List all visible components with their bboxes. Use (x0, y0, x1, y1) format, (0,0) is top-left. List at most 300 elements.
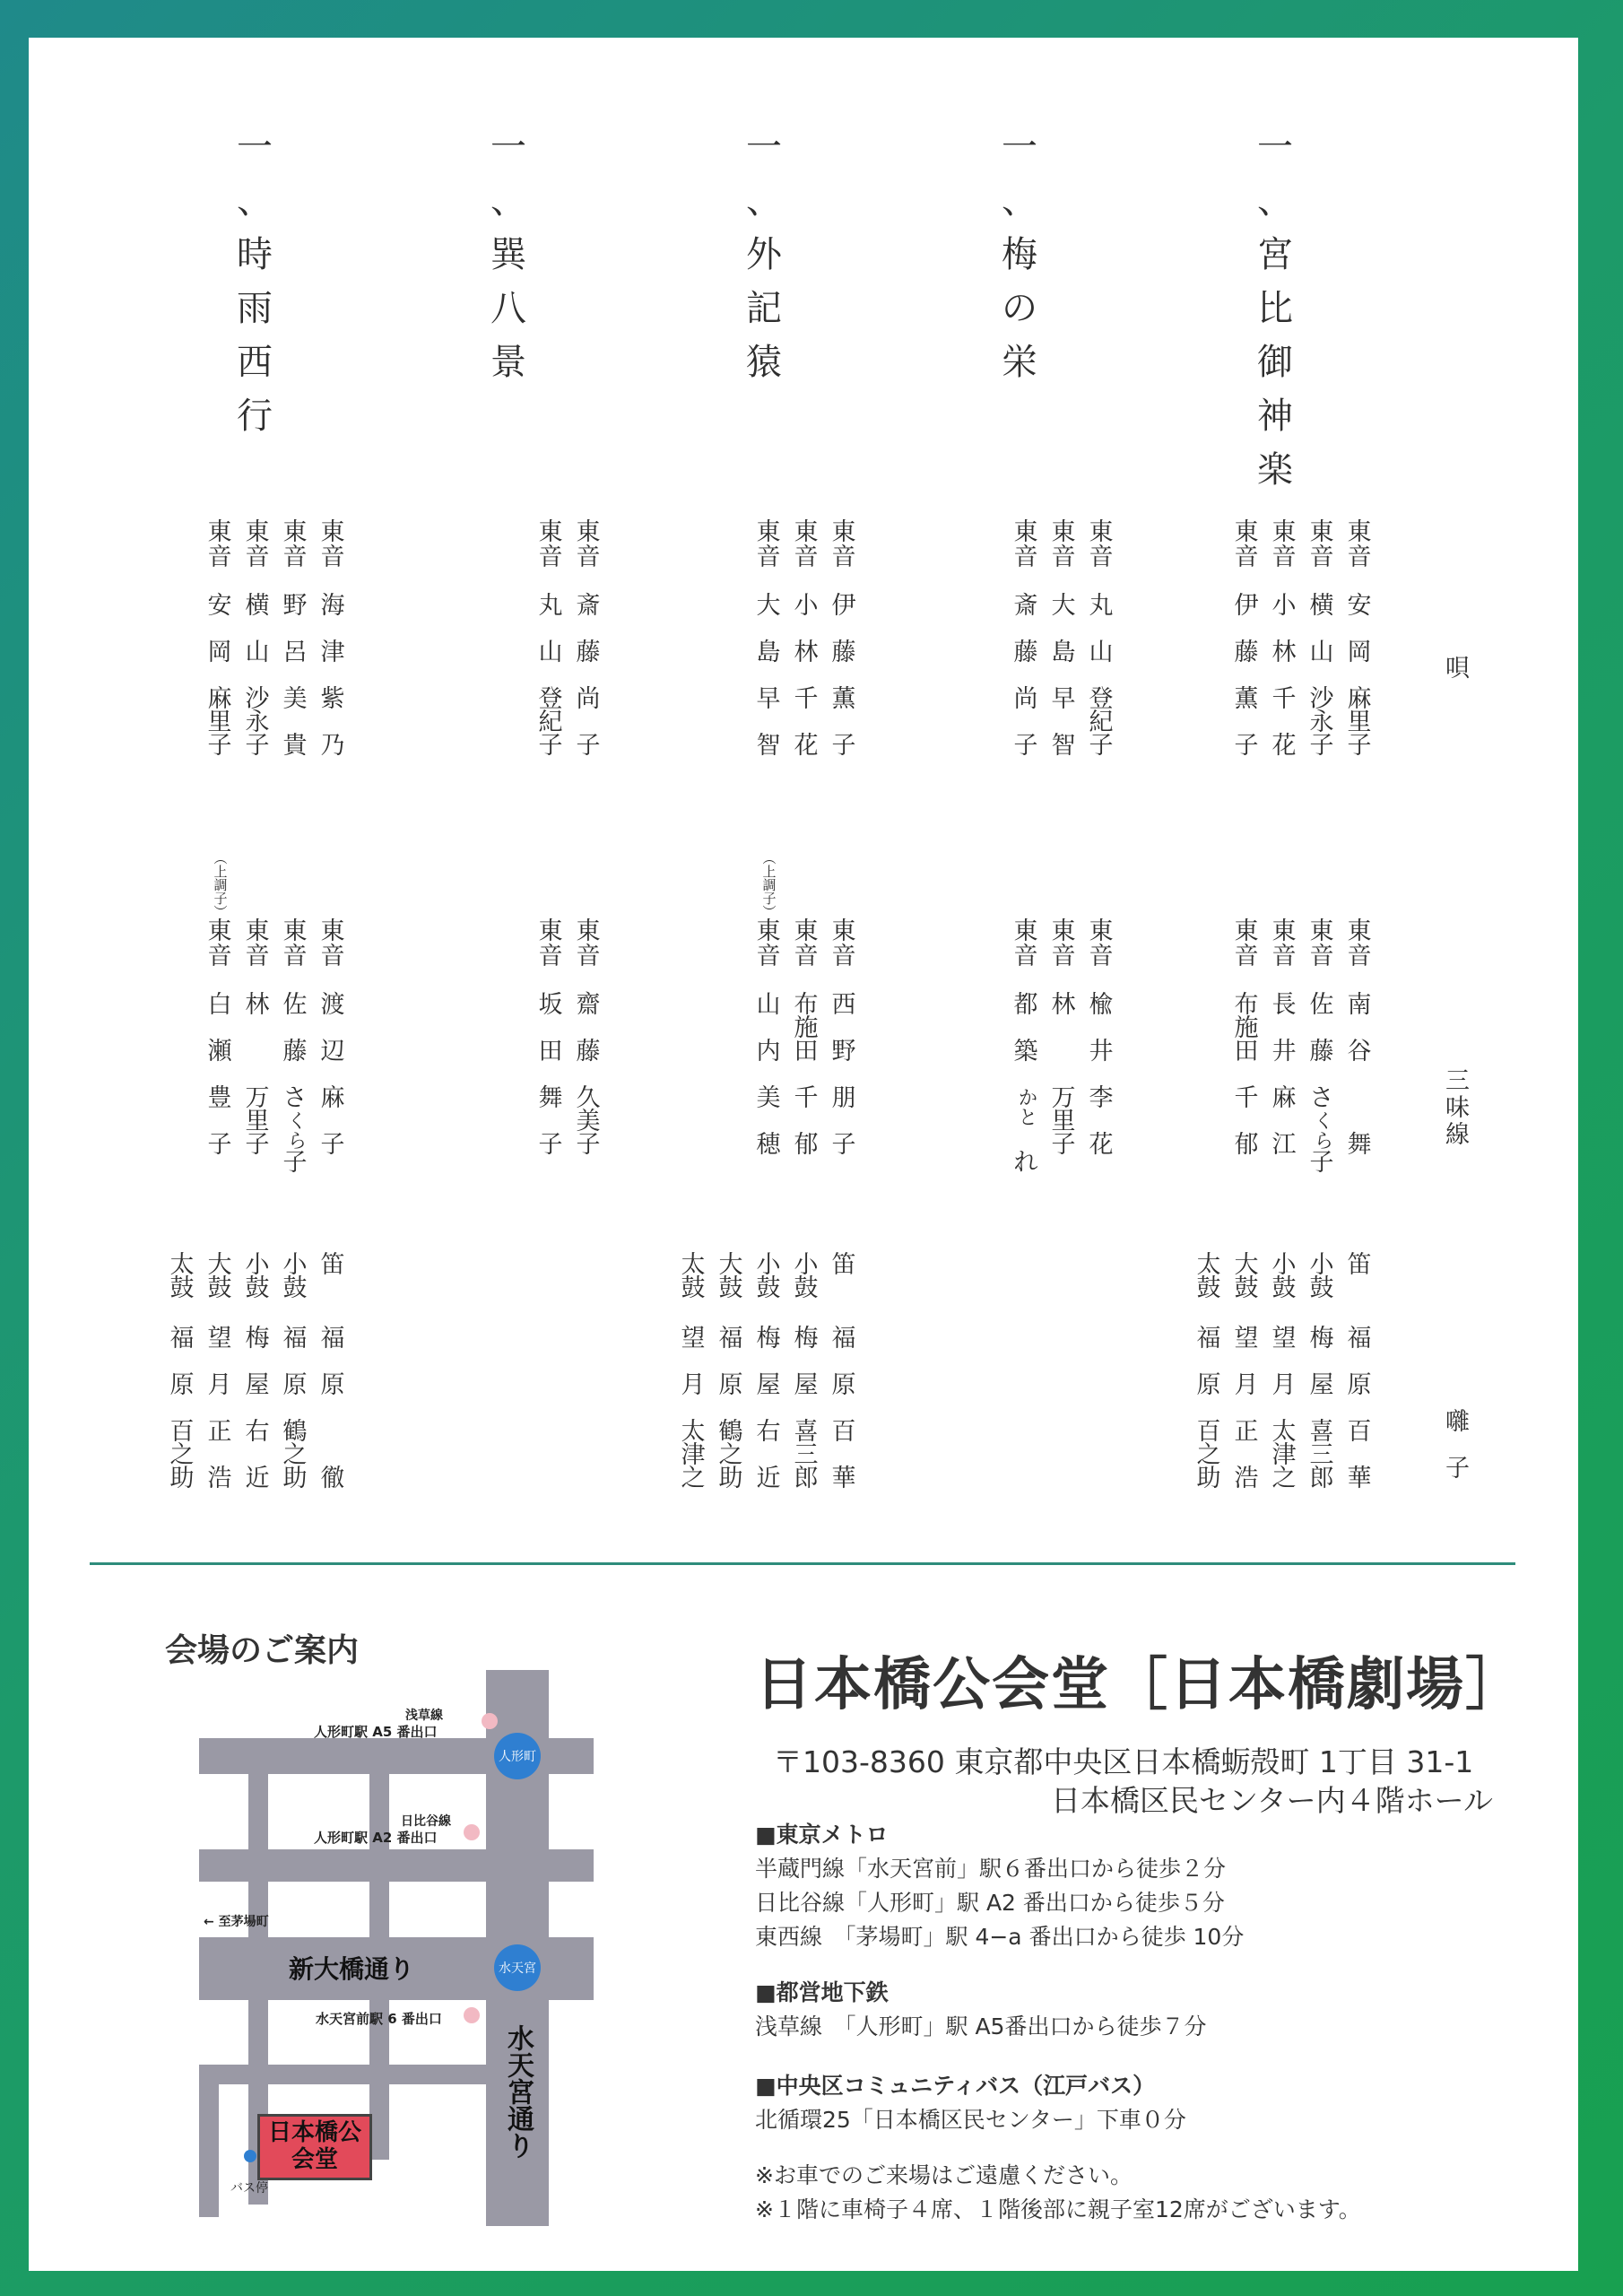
performer (792, 849, 820, 1159)
section-char: 線 (1445, 1121, 1470, 1149)
performer-group (1232, 450, 1374, 760)
role (1310, 1253, 1334, 1303)
access-bus (755, 2069, 1186, 2137)
surname (832, 594, 856, 664)
access-note: ※１階に車椅子４席、１階後部に親子室12席がございます。 (755, 2196, 1361, 2222)
title-char: 比 (1257, 288, 1293, 329)
role-char: 大 (1234, 1251, 1259, 1279)
title-char: 一 (746, 126, 782, 168)
school-char: 音 (1309, 544, 1334, 571)
school-char: 東 (1051, 918, 1076, 945)
hayashi-performer (1194, 1253, 1223, 1490)
given-char: 助 (282, 1465, 308, 1492)
hayashi-performer (1232, 1253, 1261, 1490)
given-char: 万 (245, 1084, 270, 1112)
school-char: 東 (538, 918, 563, 945)
performer (574, 450, 603, 760)
performer (754, 450, 783, 760)
given-name (207, 1084, 232, 1159)
given-char: 乃 (320, 732, 345, 760)
given-char: 麻 (320, 1084, 345, 1112)
given-char: 里 (245, 1108, 270, 1135)
school-char: 音 (245, 544, 270, 571)
surname-char: 津 (320, 639, 345, 666)
role (832, 1253, 856, 1303)
access-toei-line: 浅草線 「人形町」駅 A5番出口から徒歩７分 (755, 2013, 1207, 2039)
hayashi-performer (1345, 1253, 1374, 1490)
given-name (576, 1084, 601, 1159)
given-name (282, 1084, 308, 1177)
school-char: 東 (1051, 518, 1076, 546)
school-char: 音 (207, 943, 232, 970)
title-char: 八 (490, 288, 526, 329)
role (170, 1253, 195, 1303)
surname-char: 井 (1089, 1038, 1114, 1065)
surname-char: 林 (794, 639, 819, 666)
school-char: 音 (1051, 943, 1076, 970)
surname-char: 横 (245, 592, 270, 620)
role-char: 笛 (1347, 1251, 1372, 1279)
map-station-ningyocho: 人形町 (494, 1733, 541, 1779)
school-char: 東 (245, 518, 270, 546)
given-name (757, 1420, 781, 1490)
title-char: 神 (1257, 396, 1293, 437)
school-char: 東 (1309, 918, 1334, 945)
surname-char: 施 (794, 1014, 819, 1042)
school-char: 東 (1347, 518, 1372, 546)
surname (1089, 594, 1114, 664)
school-char: 東 (756, 518, 781, 546)
given-char: 之 (169, 1441, 195, 1469)
note-slot (1307, 849, 1336, 919)
performer-group (1011, 849, 1115, 1177)
note-slot (1307, 450, 1336, 520)
given-char: 美 (756, 1084, 781, 1112)
piece-title (482, 126, 535, 398)
surname-char: 島 (1051, 639, 1076, 666)
surname-char: 築 (1013, 1038, 1038, 1065)
hayashi-performer (205, 1253, 234, 1490)
note-slot (536, 849, 565, 919)
surname-char: 伊 (1234, 592, 1259, 620)
given-name (832, 1420, 856, 1490)
school-char: 東 (831, 518, 856, 546)
school-char: 東 (1089, 918, 1114, 945)
access-notes (755, 2159, 1361, 2227)
surname-char: 藤 (576, 1038, 601, 1065)
school-char: 東 (1309, 518, 1334, 546)
given-char: 子 (1309, 1149, 1334, 1177)
given-char: 百 (169, 1418, 195, 1446)
surname-char: 岡 (1347, 639, 1372, 666)
surname-char: 齋 (576, 991, 601, 1019)
surname (1196, 1325, 1221, 1399)
given-char: 千 (1271, 685, 1297, 713)
school-char: 東 (794, 918, 819, 945)
given-char: 浩 (207, 1465, 232, 1492)
given-name (245, 1084, 270, 1159)
note-slot (754, 849, 783, 919)
note-slot (1011, 849, 1040, 919)
school-char: 音 (831, 943, 856, 970)
given-name (207, 685, 232, 760)
performer (318, 450, 347, 760)
surname-char: 西 (831, 991, 856, 1019)
section-char: 唄 (1445, 655, 1470, 683)
surname-char: 丸 (1089, 592, 1114, 620)
role (321, 1253, 345, 1303)
given-name (1347, 1086, 1372, 1159)
school-char: 東 (1347, 918, 1372, 945)
performer (1307, 849, 1336, 1177)
hayashi-performer (1307, 1253, 1336, 1490)
given-char: 子 (538, 1131, 563, 1159)
given-char: 華 (831, 1465, 856, 1492)
note-slot (1270, 849, 1298, 919)
surname (283, 594, 308, 664)
map-exit-6-dot (464, 2007, 480, 2023)
school-char: 音 (1347, 544, 1372, 571)
surname (794, 993, 819, 1063)
given-char: 子 (1234, 732, 1259, 760)
surname-char: 大 (1051, 592, 1076, 620)
given-char: 郎 (794, 1465, 819, 1492)
given-char: 郎 (1309, 1465, 1334, 1492)
note-slot (1345, 849, 1374, 919)
note-slot (281, 849, 309, 919)
section-label (1445, 657, 1470, 683)
given-char: 徹 (320, 1465, 345, 1492)
surname-char: 坂 (538, 991, 563, 1019)
school-char: 音 (1347, 943, 1372, 970)
map-asakusa-exit: 人形町駅 A5 番出口 (314, 1724, 438, 1740)
given-char: 穂 (756, 1131, 781, 1159)
given-char: 子 (1309, 732, 1334, 760)
note-slot (792, 450, 820, 520)
surname-char: 田 (1234, 1038, 1259, 1065)
surname-char: 山 (1089, 639, 1114, 666)
performer (1087, 849, 1115, 1174)
given-name (1271, 1084, 1297, 1159)
given-char: 美 (282, 685, 308, 713)
given-char: 舞 (1347, 1131, 1372, 1159)
surname-char: 屋 (794, 1371, 819, 1399)
given-name (1089, 685, 1114, 760)
given-char: 登 (1089, 685, 1114, 713)
performer-group (754, 849, 858, 1159)
surname (1014, 993, 1038, 1063)
surname (245, 1325, 270, 1399)
title-char: 栄 (1002, 342, 1037, 383)
surname (207, 1325, 232, 1399)
given-char: 鶴 (282, 1418, 308, 1446)
role (208, 1253, 232, 1303)
surname-char: 藤 (1309, 1038, 1334, 1065)
given-char: 助 (169, 1465, 195, 1492)
surname-char: 佐 (1309, 991, 1334, 1019)
surname (208, 594, 232, 664)
given-name (538, 1084, 563, 1159)
school-char: 東 (282, 518, 308, 546)
school-char: 音 (1051, 544, 1076, 571)
given-char: 喜 (794, 1418, 819, 1446)
performer-group (536, 849, 603, 1159)
title-char: 、 (237, 180, 273, 222)
title-char: 雨 (237, 288, 273, 329)
surname-char: 藤 (576, 639, 601, 666)
given-char: 華 (1347, 1465, 1372, 1492)
given-char: 花 (1089, 1131, 1114, 1159)
role-char: 小 (282, 1251, 308, 1279)
note-slot (1049, 849, 1078, 919)
note-slot (754, 450, 783, 520)
school-char: 音 (320, 943, 345, 970)
role (1235, 1253, 1259, 1303)
role-char: 鼓 (207, 1274, 232, 1302)
given-name (719, 1420, 743, 1490)
surname (757, 993, 781, 1063)
section-char: 子 (1445, 1455, 1470, 1483)
note-slot (792, 849, 820, 919)
performer-group (536, 450, 603, 760)
school-char: 東 (207, 918, 232, 945)
map-shin-ohashi-label: 新大橋通り (289, 1954, 415, 1984)
school-char: 音 (282, 943, 308, 970)
school-char: 音 (1271, 943, 1297, 970)
given-name (831, 1084, 856, 1159)
hayashi-performer (754, 1253, 783, 1490)
surname (539, 594, 563, 664)
given-name (320, 685, 345, 760)
note-slot (243, 849, 272, 919)
given-char: 早 (756, 685, 781, 713)
surname-char: 藤 (282, 1038, 308, 1065)
note-slot (1345, 450, 1374, 520)
school-char: 音 (1013, 943, 1038, 970)
school-char: 音 (576, 943, 601, 970)
given-char: 里 (1051, 1108, 1076, 1135)
given-char: 千 (794, 1084, 819, 1112)
school-char: 音 (1234, 943, 1259, 970)
divider (90, 1562, 1515, 1565)
surname-char: 月 (1271, 1371, 1297, 1399)
role-char: 太 (1196, 1251, 1221, 1279)
surname (1234, 1325, 1259, 1399)
given-char: くら (1311, 1110, 1333, 1150)
given-char: 薫 (831, 685, 856, 713)
title-char: 一 (490, 126, 526, 168)
given-char: 近 (756, 1465, 781, 1492)
surname-char: 山 (756, 991, 781, 1019)
surname-char: 岡 (207, 639, 232, 666)
given-char: 郁 (794, 1131, 819, 1159)
surname-char: 原 (282, 1371, 308, 1399)
given-char: さ (1309, 1084, 1334, 1112)
surname (577, 594, 601, 664)
surname-char: 小 (794, 592, 819, 620)
title-char: 一 (237, 126, 273, 168)
note-slot (318, 450, 347, 520)
given-name (1013, 1086, 1038, 1177)
school-char: 東 (1089, 518, 1114, 546)
given-char: 千 (794, 685, 819, 713)
surname (681, 1325, 706, 1399)
surname (577, 993, 601, 1063)
role-char: 太 (169, 1251, 195, 1279)
surname-char: 林 (245, 991, 270, 1019)
surname-char: 屋 (756, 1371, 781, 1399)
surname-char: 原 (831, 1371, 856, 1399)
school-char: 東 (282, 918, 308, 945)
surname-char: 野 (282, 592, 308, 620)
role-char: 鼓 (245, 1274, 270, 1302)
school-char: 東 (320, 518, 345, 546)
role-char: 鼓 (718, 1274, 743, 1302)
surname-char: 安 (207, 592, 232, 620)
given-char: 喜 (1309, 1418, 1334, 1446)
given-char: 之 (1271, 1465, 1297, 1492)
role-char: 鼓 (1196, 1274, 1221, 1302)
school-char: 東 (756, 918, 781, 945)
surname-char: 月 (681, 1371, 706, 1399)
surname-char: 梅 (794, 1325, 819, 1352)
hayashi-performer (281, 1253, 309, 1490)
school-char: 音 (207, 544, 232, 571)
surname-char: 福 (282, 1325, 308, 1352)
school-char: 音 (794, 943, 819, 970)
surname-char: 小 (1271, 592, 1297, 620)
venue-address-floor: 日本橋区民センター内４階ホール (1051, 1783, 1494, 1818)
role-char: 大 (718, 1251, 743, 1279)
surname-char: 白 (207, 991, 232, 1019)
title-char: 梅 (1002, 234, 1037, 275)
performer-group (205, 450, 347, 760)
given-name (245, 685, 270, 760)
access-bus-line: 北循環25「日本橋区民センター」下車０分 (755, 2107, 1186, 2133)
given-char: 永 (245, 709, 270, 736)
surname-char: 海 (320, 592, 345, 620)
school-char: 音 (1089, 943, 1114, 970)
performer-group (754, 450, 858, 760)
title-char: 宮 (1257, 234, 1293, 275)
given-name (794, 685, 819, 760)
given-char: 尚 (1013, 685, 1038, 713)
surname (539, 993, 563, 1063)
surname-char: 渡 (320, 991, 345, 1019)
surname-char: 斎 (576, 592, 601, 620)
given-char: 助 (1196, 1465, 1221, 1492)
surname (832, 993, 856, 1063)
school-char: 音 (538, 544, 563, 571)
performer (1307, 450, 1336, 760)
given-char: 子 (576, 732, 601, 760)
school-char: 音 (1309, 943, 1334, 970)
map-road-lower (199, 2065, 486, 2084)
note-slot (281, 450, 309, 520)
school-char: 音 (1234, 544, 1259, 571)
surname-char: 井 (1271, 1038, 1297, 1065)
given-char: 紀 (538, 709, 563, 736)
given-name (1051, 1084, 1076, 1159)
surname (1348, 993, 1372, 1063)
role (794, 1253, 819, 1303)
given-name (1271, 685, 1297, 760)
surname (1347, 1325, 1372, 1399)
hayashi-performer (716, 1253, 745, 1490)
performer (1049, 450, 1078, 760)
school-char: 東 (1013, 518, 1038, 546)
school-char: 音 (756, 544, 781, 571)
role-char: 太 (681, 1251, 706, 1279)
school-char: 東 (1271, 518, 1297, 546)
note-slot (1232, 450, 1261, 520)
note-slot (1270, 450, 1298, 520)
map-suitengu-dori-label: 水天宮通り (502, 2024, 534, 2159)
title-char: の (1002, 288, 1037, 329)
given-char: 鶴 (718, 1418, 743, 1446)
surname-char: 施 (1234, 1014, 1259, 1042)
section-char: 三 (1445, 1067, 1470, 1095)
map-kayabacho: ← 至茅場町 (204, 1915, 269, 1929)
given-char: 之 (718, 1441, 743, 1469)
surname (1272, 594, 1297, 664)
title-char: 、 (490, 180, 526, 222)
surname-char: 内 (756, 1038, 781, 1065)
surname-char: 辺 (320, 1038, 345, 1065)
performer (829, 450, 858, 760)
given-name (1013, 685, 1038, 760)
surname (1014, 594, 1038, 664)
surname-char: 福 (718, 1325, 743, 1352)
given-name (1234, 685, 1259, 760)
note-slot (574, 450, 603, 520)
note-slot (1011, 450, 1040, 520)
map-asakusa-line: 浅草線 (405, 1709, 443, 1723)
school-char: 音 (282, 544, 308, 571)
role-char: 大 (207, 1251, 232, 1279)
performer (574, 849, 603, 1159)
school-char: 東 (1271, 918, 1297, 945)
given-name (756, 1084, 781, 1159)
section-label (1445, 1069, 1470, 1150)
piece-title (737, 126, 791, 398)
title-char: 、 (1257, 180, 1293, 222)
school-char: 東 (538, 518, 563, 546)
surname-char: 福 (320, 1325, 345, 1352)
surname-char: 大 (756, 592, 781, 620)
title-char: 猿 (746, 342, 782, 383)
surname-char: 横 (1309, 592, 1334, 620)
school-char: 音 (538, 943, 563, 970)
surname-char: 原 (718, 1371, 743, 1399)
given-char: 子 (831, 732, 856, 760)
school-char: 音 (831, 544, 856, 571)
school-char: 東 (245, 918, 270, 945)
surname-char: 望 (1271, 1325, 1297, 1352)
surname-char: 山 (1309, 639, 1334, 666)
hayashi-group (168, 1253, 347, 1490)
given-char: 子 (831, 1131, 856, 1159)
given-char: 子 (1089, 732, 1114, 760)
surname (718, 1325, 743, 1399)
surname-char: 藤 (1234, 639, 1259, 666)
role-char: 鼓 (794, 1274, 819, 1302)
surname-char: 長 (1271, 991, 1297, 1019)
given-char: 朋 (831, 1084, 856, 1112)
map-station-suitengu: 水天宮 (494, 1944, 541, 1991)
performer (1232, 849, 1261, 1174)
map-bus-stop: バス停 (230, 2181, 268, 2196)
